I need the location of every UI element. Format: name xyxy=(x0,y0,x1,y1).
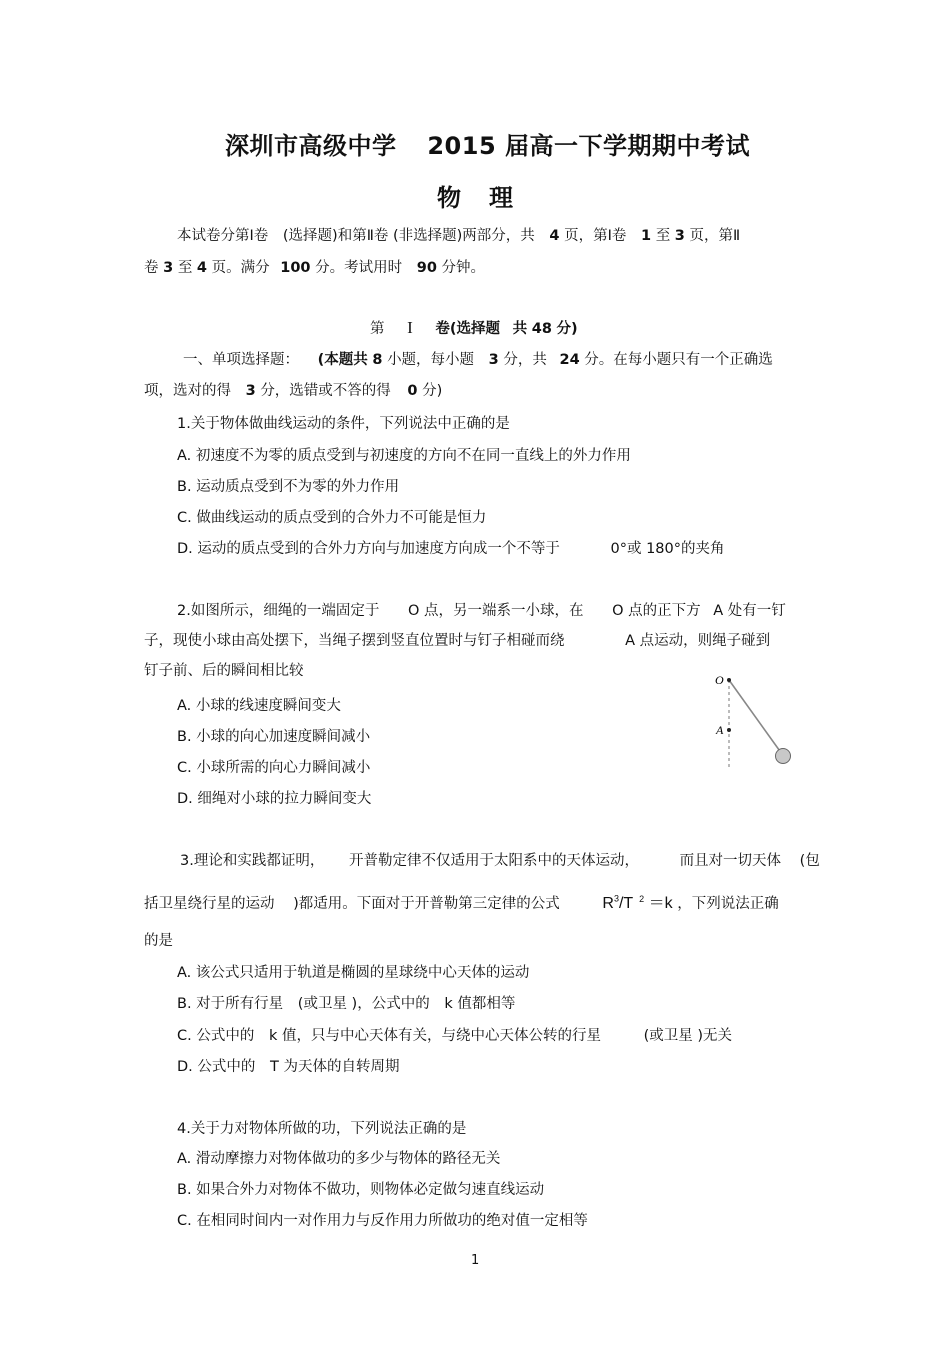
subject-title: 物理 xyxy=(437,184,541,212)
q3-line-2: 括卫星绕行星的运动 )都适用。下面对于开普勒第三定律的公式 $R^3/T$ $^2$ ＝k ，下列说法正确 xyxy=(144,893,779,912)
q3-option-a: A. 该公式只适用于轨道是椭圆的星球绕中心天体的运动 xyxy=(177,965,530,981)
rope-line xyxy=(729,680,782,754)
pivot-point-o xyxy=(727,678,731,682)
exam-title xyxy=(225,126,750,161)
instructions-line-1: 一、单项选择题： (本题共 8 小题，每小题 3 分，共 24 分。在每小题只有一个正确选 xyxy=(183,352,773,368)
pendulum-ball xyxy=(776,749,791,764)
q1-option-a: A. 初速度不为零的质点受到与初速度的方向不在同一直线上的外力作用 xyxy=(177,448,631,464)
title-rest: 届高一下学期期中考试 xyxy=(505,132,751,160)
q2-line-2: 子，现使小球由高处摆下，当绳子摆到竖直位置时与钉子相碰而绕 A 点运动，则绳子碰到 xyxy=(144,633,771,649)
q4-stem: 4.关于力对物体所做的功，下列说法正确的是 xyxy=(177,1121,467,1137)
q1-stem: 1.关于物体做曲线运动的条件，下列说法中正确的是 xyxy=(177,416,510,432)
q2-option-c: C. 小球所需的向心力瞬间减小 xyxy=(177,760,371,776)
q2-line-3: 钉子前、后的瞬间相比较 xyxy=(144,663,304,679)
q3-option-d: D. 公式中的 T 为天体的自转周期 xyxy=(177,1059,400,1075)
title-school: 深圳市高级中学 xyxy=(225,132,397,160)
q2-option-a: A. 小球的线速度瞬间变大 xyxy=(177,698,341,714)
q1-option-b: B. 运动质点受到不为零的外力作用 xyxy=(177,479,400,495)
q2-option-b: B. 小球的向心加速度瞬间减小 xyxy=(177,729,371,745)
q4-option-b: B. 如果合外力对物体不做功，则物体必定做匀速直线运动 xyxy=(177,1182,545,1198)
q2-option-d: D. 细绳对小球的拉力瞬间变大 xyxy=(177,791,372,807)
q4-option-c: C. 在相同时间内一对作用力与反作用力所做功的绝对值一定相等 xyxy=(177,1213,588,1229)
q2-line-1: 2.如图所示，细绳的一端固定于 O 点，另一端系一小球，在 O 点的正下方 A 处有一钉 xyxy=(177,603,786,619)
q3-line-3: 的是 xyxy=(144,933,173,949)
q3-line-1: 3.理论和实践都证明， 开普勒定律不仅适用于太阳系中的天体运动， 而且对一切天体 (包 xyxy=(180,853,820,869)
kepler-formula: $R^3/T$ $^2$ ＝k xyxy=(602,893,673,912)
label-o: O xyxy=(715,673,724,687)
intro-line-2: 卷 3 至 4 页。满分 100 分。考试用时 90 分钟。 xyxy=(144,260,486,276)
label-a: A xyxy=(716,723,724,737)
pendulum-figure xyxy=(706,668,806,772)
section-heading: 第 I 卷(选择题 共 48 分) xyxy=(370,318,578,337)
q3-option-c: C. 公式中的 k 值，只与中心天体有关，与绕中心天体公转的行星 (或卫星 )无关 xyxy=(177,1028,733,1044)
intro-line-1: 本试卷分第Ⅰ卷 (选择题)和第Ⅱ卷 (非选择题)两部分，共 4 页，第Ⅰ卷 1 至 3 页，第Ⅱ xyxy=(177,228,741,244)
q1-option-c: C. 做曲线运动的质点受到的合外力不可能是恒力 xyxy=(177,510,487,526)
nail-point-a xyxy=(727,728,731,732)
page-number: 1 xyxy=(471,1253,480,1268)
q3-option-b: B. 对于所有行星 (或卫星 )，公式中的 k 值都相等 xyxy=(177,996,516,1012)
title-year: 2015 xyxy=(427,132,497,160)
q4-option-a: A. 滑动摩擦力对物体做功的多少与物体的路径无关 xyxy=(177,1151,501,1167)
instructions-line-2: 项，选对的得 3 分，选错或不答的得 0 分) xyxy=(144,383,443,399)
q1-option-d: D. 运动的质点受到的合外力方向与加速度方向成一个不等于 0°或 180°的夹角 xyxy=(177,541,725,557)
